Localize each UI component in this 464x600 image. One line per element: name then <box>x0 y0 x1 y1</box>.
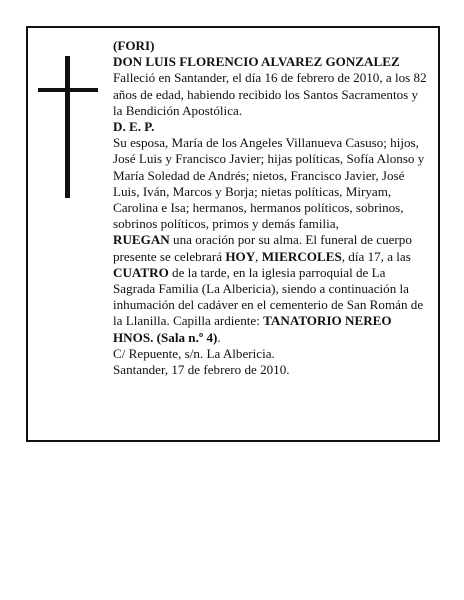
tanatorio-text: TANATORIO NEREO HNOS. (Sala n.º 4) <box>113 313 392 345</box>
funeral-details <box>113 232 428 345</box>
nickname: (FORI) <box>113 38 155 53</box>
funeral-text-1: una oración por su alma. El funeral de cuerpo presente se celebrará <box>113 232 412 264</box>
funeral-address: C/ Repuente, s/n. La Albericia. <box>113 345 275 361</box>
cross-icon <box>38 56 98 198</box>
obituary-text <box>113 38 428 378</box>
miercoles-text: MIERCOLES <box>261 248 342 264</box>
funeral-text-4: . <box>217 329 221 345</box>
funeral-text-3: de la tarde, en la iglesia parroquial de La Sagrada Familia (La Albericia), siendo a continuación la inhumación del cadáver en el cementerio de San Román de la Llanilla. Capilla ardiente: <box>113 264 424 329</box>
family-list: Su esposa, María de los Angeles Villanueva Casuso; hijos, José Luis y Francisco Javier; hijas políticas, Sofía Alonso y María Soledad de Andrés; nietos, Francisco Javier, José Luis, Iván, Marcos y Borja; nietas políticas, Miryam, Carolina e Isa; hermanos, hermanos políticos, sobrinos, sobrinos políticos, primos y demás familia, <box>113 135 425 232</box>
cross-horizontal-bar <box>38 88 98 92</box>
funeral-text-2: , día 17, a las <box>341 248 411 264</box>
place-date: Santander, 17 de febrero de 2010. <box>113 362 290 378</box>
deceased-name: DON LUIS FLORENCIO ALVAREZ GONZALEZ <box>113 54 400 70</box>
cuatro-text: CUATRO <box>113 264 169 280</box>
cross-vertical-bar <box>65 56 70 198</box>
rip-heading: D. E. P. <box>113 119 155 135</box>
ruegan-text: RUEGAN <box>113 232 170 248</box>
funeral-comma: , <box>255 248 262 264</box>
hoy-text: HOY <box>225 248 256 264</box>
death-statement: Falleció en Santander, el día 16 de febrero de 2010, a los 82 años de edad, habiendo recibido los Santos Sacramentos y la Bendición Apostólica. <box>113 70 427 118</box>
